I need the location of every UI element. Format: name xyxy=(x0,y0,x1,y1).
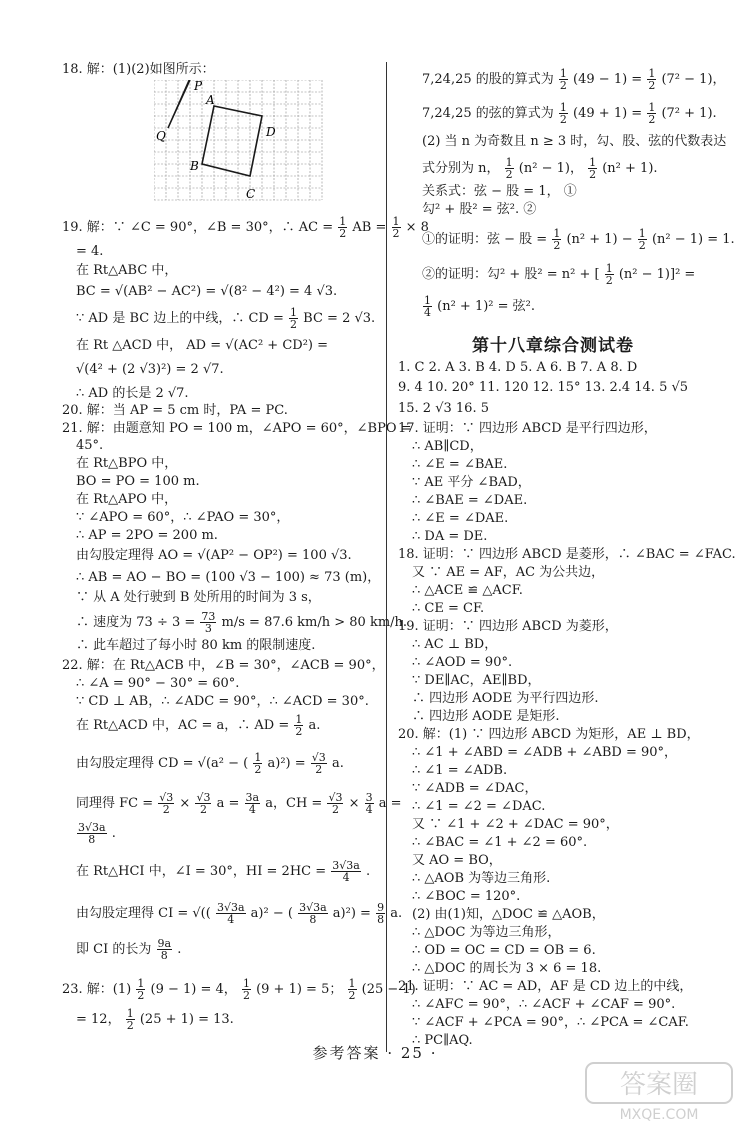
r18-line1: 18. 证明：∵ 四边形 ABCD 是菱形，∴ ∠BAC = ∠FAC. xyxy=(398,547,736,562)
chapter-title: 第十八章综合测试卷 xyxy=(472,336,634,356)
r21-line4: ∴ PC∥AQ. xyxy=(412,1033,473,1048)
r18-line3: ∴ △ACE ≌ △ACF. xyxy=(412,583,523,598)
r20-line11: (2) 由(1)知，△DOC ≌ △AOB， xyxy=(412,907,605,922)
q21-line5: 在 Rt△APO 中， xyxy=(76,492,178,507)
r18-line2: 又 ∵ AE = AF，AC 为公共边， xyxy=(412,565,605,580)
r21-line2: ∴ ∠AFC = 90°，∴ ∠ACF + ∠CAF = 90°. xyxy=(412,997,676,1012)
q18-grid-figure xyxy=(154,80,330,204)
q22-line7: $\frac{3√3a}{8}$ . xyxy=(78,821,116,846)
r20-line3: ∴ ∠1 = ∠ADB. xyxy=(412,763,508,778)
grid-diagram xyxy=(154,80,330,204)
r19-line4: ∵ DE∥AC，AE∥BD， xyxy=(412,673,541,688)
r20-line2: ∴ ∠1 + ∠ABD = ∠ADB + ∠ABD = 90°， xyxy=(412,745,678,760)
label-d: D xyxy=(266,125,276,139)
r20-line6: 又 ∵ ∠1 + ∠2 + ∠DAC = 90°， xyxy=(412,817,619,832)
q19-line6: 在 Rt △ACD 中， AD = √(AC² + CD²) = xyxy=(76,338,329,353)
q21-line1: 21. 解：由题意知 PO = 100 m，∠APO = 60°，∠BPO = xyxy=(62,421,412,436)
r-line7: ①的证明：弦 − 股 = $\frac{1}{2}$ (n² + 1) − $\frac{1}{2}$ (n² − 1) = 1. xyxy=(422,227,735,252)
q21-line6: ∵ ∠APO = 60°，∴ ∠PAO = 30°， xyxy=(76,510,290,525)
q23-line1: 23. 解：(1) $\frac{1}{2}$ (9 − 1) = 4， $\frac{1}{2}$ (9 + 1) = 5； $\frac{1}{2}$ (25 − 1) xyxy=(62,977,416,1002)
answers-row3: 15. 2 √3 16. 5 xyxy=(398,401,489,416)
page-number: · 25 · xyxy=(387,1044,438,1062)
r17-line2: ∴ AB∥CD， xyxy=(412,439,483,454)
r17-line6: ∴ ∠E = ∠DAE. xyxy=(412,511,509,526)
q22-line8: 在 Rt△HCI 中，∠I = 30°，HI = 2HC = $\frac{3√3a}{4}$ . xyxy=(76,859,371,884)
r20-line13: ∴ OD = OC = CD = OB = 6. xyxy=(412,943,596,958)
footer-label: 参考答案 xyxy=(312,1044,381,1062)
q22-line5: 由勾股定理得 CD = √(a² − ( $\frac{1}{2}$ a)²) = $\frac{√3}{2}$ a. xyxy=(76,751,344,776)
q22-line1: 22. 解：在 Rt△ACB 中，∠B = 30°，∠ACB = 90°， xyxy=(62,658,385,673)
r20-line14: ∴ △DOC 的周长为 3 × 6 = 18. xyxy=(412,961,602,976)
q22-line3: ∵ CD ⊥ AB，∴ ∠ADC = 90°，∴ ∠ACD = 30°. xyxy=(76,694,369,709)
q22-line10: 即 CI 的长为 $\frac{9a}{8}$ . xyxy=(76,937,182,962)
q18-heading: 18. 解：(1)(2)如图所示： xyxy=(62,62,215,77)
q19-line5: ∵ AD 是 BC 边上的中线，∴ CD = $\frac{1}{2}$ BC = 2 √3. xyxy=(76,306,376,331)
r-line3: (2) 当 n 为奇数且 n ≥ 3 时，勾、股、弦的代数表达 xyxy=(422,134,727,149)
r20-line12: ∴ △DOC 为等边三角形， xyxy=(412,925,561,940)
r21-line1: 21. 证明：∵ AC = AD，AF 是 CD 边上的中线， xyxy=(398,979,693,994)
r-line6: 勾² + 股² = 弦². ② xyxy=(422,202,537,217)
r19-line5: ∴ 四边形 AODE 为平行四边形. xyxy=(412,691,599,706)
r20-line10: ∴ ∠BOC = 120°. xyxy=(412,889,521,904)
q23-line2: = 12， $\frac{1}{2}$ (25 + 1) = 13. xyxy=(76,1007,234,1032)
r20-line5: ∴ ∠1 = ∠2 = ∠DAC. xyxy=(412,799,546,814)
r-line9: $\frac{1}{4}$ (n² + 1)² = 弦². xyxy=(424,294,536,319)
q21-line10: ∵ 从 A 处行驶到 B 处所用的时间为 3 s， xyxy=(76,590,321,605)
q19-line8: ∴ AD 的长是 2 √7. xyxy=(76,386,189,401)
r17-line5: ∴ ∠BAE = ∠DAE. xyxy=(412,493,528,508)
q21-line9: ∴ AB = AO − BO = (100 √3 − 100) ≈ 73 (m)， xyxy=(76,570,381,585)
label-c: C xyxy=(246,187,256,201)
r19-line6: ∴ 四边形 AODE 是矩形. xyxy=(412,709,560,724)
q20-line1: 20. 解：当 AP = 5 cm 时，PA = PC. xyxy=(62,403,288,418)
svg-text:MXQE.COM: MXQE.COM xyxy=(619,1107,699,1123)
q21-line11: ∴ 速度为 73 ÷ 3 = $\frac{73}{3}$ m/s = 87.6 km/h > 80 km/h. xyxy=(76,610,408,635)
r20-line7: ∴ ∠BAC = ∠1 + ∠2 = 60°. xyxy=(412,835,588,850)
q21-line2: 45°. xyxy=(76,438,104,453)
r17-line4: ∵ AE 平分 ∠BAD， xyxy=(412,475,531,490)
label-b: B xyxy=(190,159,199,173)
q19-line3: 在 Rt△ABC 中， xyxy=(76,263,178,278)
r20-line8: 又 AO = BO， xyxy=(412,853,502,868)
square-abcd xyxy=(202,106,262,176)
label-a: A xyxy=(206,93,215,107)
r-line2: 7,24,25 的弦的算式为 $\frac{1}{2}$ (49 + 1) = $\frac{1}{2}$ (7² + 1). xyxy=(422,101,717,126)
r20-line4: ∵ ∠ADB = ∠DAC， xyxy=(412,781,538,796)
q21-line12: ∴ 此车超过了每小时 80 km 的限制速度. xyxy=(76,638,316,653)
q21-line4: BO = PO = 100 m. xyxy=(76,474,200,489)
r-line1: 7,24,25 的股的算式为 $\frac{1}{2}$ (49 − 1) = $\frac{1}{2}$ (7² − 1)， xyxy=(422,67,726,92)
r17-line7: ∴ DA = DE. xyxy=(412,529,488,544)
q21-line3: 在 Rt△BPO 中， xyxy=(76,456,178,471)
answers-row2: 9. 4 10. 20° 11. 120 12. 15° 13. 2.4 14. 5 √5 xyxy=(398,380,689,395)
r-line8: ②的证明：勾² + 股² = n² + [ $\frac{1}{2}$ (n² − 1)]² = xyxy=(422,262,696,287)
r20-line1: 20. 解：(1) ∵ 四边形 ABCD 为矩形，AE ⊥ BD， xyxy=(398,727,700,742)
q21-line8: 由勾股定理得 AO = √(AP² − OP²) = 100 √3. xyxy=(76,548,352,563)
r20-line9: ∴ △AOB 为等边三角形. xyxy=(412,871,551,886)
q19-line2: = 4. xyxy=(76,244,104,259)
q22-line6: 同理得 FC = $\frac{√3}{2}$ × $\frac{√3}{2}$ a = $\frac{3a}{4}$ a，CH = $\frac{√3}{2}$ × $\frac{3}{4}$ a = xyxy=(76,791,402,816)
label-p: P xyxy=(194,80,203,93)
q21-line7: ∴ AP = 2PO = 200 m. xyxy=(76,528,218,543)
watermark-logo xyxy=(584,1061,734,1123)
r-line5: 关系式：弦 − 股 = 1， ① xyxy=(422,184,577,199)
q19-line7: √(4² + (2 √3)²) = 2 √7. xyxy=(76,362,224,377)
r17-line3: ∴ ∠E = ∠BAE. xyxy=(412,457,508,472)
r17-line1: 17. 证明：∵ 四边形 ABCD 是平行四边形， xyxy=(398,421,657,436)
r-line4: 式分别为 n， $\frac{1}{2}$ (n² − 1)， $\frac{1}{2}$ (n² + 1). xyxy=(422,156,658,181)
q19-line4: BC = √(AB² − AC²) = √(8² − 4²) = 4 √3. xyxy=(76,284,338,299)
label-q: Q xyxy=(156,129,166,143)
q22-line2: ∴ ∠A = 90° − 30° = 60°. xyxy=(76,676,240,691)
r19-line3: ∴ ∠AOD = 90°. xyxy=(412,655,513,670)
q22-line9: 由勾股定理得 CI = √(( $\frac{3√3a}{4}$ a)² − ( $\frac{3√3a}{8}$ a)²) = $\frac{9}{8}$ a. xyxy=(76,901,403,926)
page-footer xyxy=(0,1042,750,1063)
q19-line1: 19. 解：∵ ∠C = 90°，∠B = 30°，∴ AC = $\frac{1}{2}$ AB = $\frac{1}{2}$ × 8 xyxy=(62,215,429,240)
r18-line4: ∴ CE = CF. xyxy=(412,601,485,616)
r19-line2: ∴ AC ⊥ BD， xyxy=(412,637,498,652)
r19-line1: 19. 证明：∵ 四边形 ABCD 为菱形， xyxy=(398,619,618,634)
answers-row1: 1. C 2. A 3. B 4. D 5. A 6. B 7. A 8. D xyxy=(398,360,638,375)
q22-line4: 在 Rt△ACD 中，AC = a，∴ AD = $\frac{1}{2}$ a. xyxy=(76,713,321,738)
r21-line3: ∵ ∠ACF + ∠PCA = 90°，∴ ∠PCA = ∠CAF. xyxy=(412,1015,689,1030)
svg-text:答案圈: 答案圈 xyxy=(619,1070,699,1100)
